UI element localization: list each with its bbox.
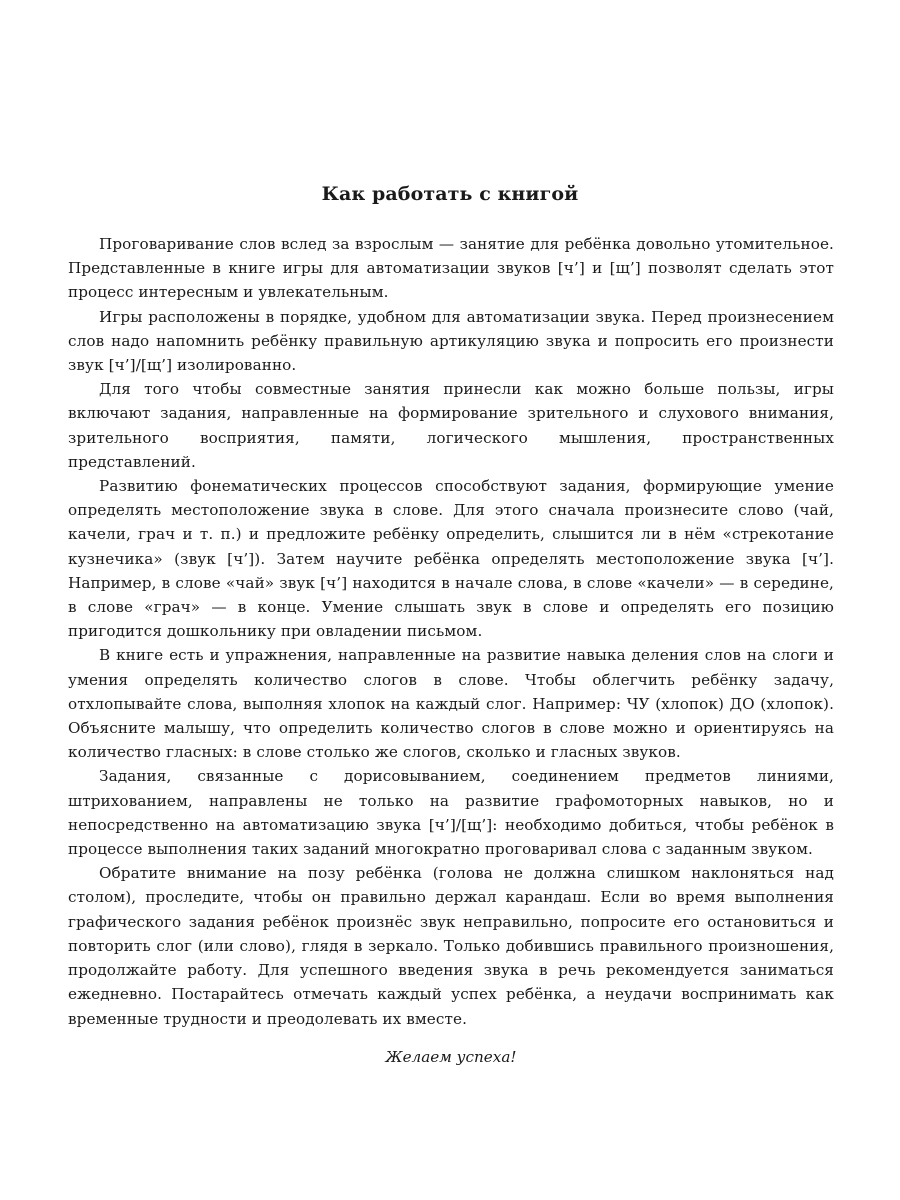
paragraph-7: Обратите внимание на позу ребёнка (голова не должна слишком наклоняться над столом), проследите, чтобы он правильно держал карандаш. Если во время выполнения графического задания ребёнок произнёс звук неправильно, попросите его остановиться и повторить слог (или слово), глядя в зеркало. Только добившись правильного произношения, продолжайте работу. Для успешного введения звука в речь рекомендуется заниматься ежедневно. Постарайтесь отмечать каждый успех ребёнка, а неудачи воспринимать как временные трудности и преодолевать их вместе.	[68, 864, 834, 1028]
body-text	[68, 232, 834, 1069]
paragraph-4: Развитию фонематических процессов способствуют задания, формирующие умение определять местоположение звука в слове. Для этого сначала произнесите слово (чай, качели, грач и т. п.) и предложите ребёнку определить, слышится ли в нём «стрекотание кузнечика» (звук [ч’]). Затем научите ребёнка определять местоположение звука [ч’]. Например, в слове «чай» звук [ч’] находится в начале слова, в слове «качели» — в середине, в слове «грач» — в конце. Умение слышать звук в слове и определять его позицию пригодится дошкольнику при овладении письмом.	[68, 477, 834, 641]
closing-wish: Желаем успеха!	[385, 1047, 517, 1066]
page-title: Как работать с книгой	[321, 183, 579, 205]
paragraph-1: Проговаривание слов вслед за взрослым — занятие для ребёнка довольно утомительное. Представленные в книге игры для автоматизации звуков [ч’] и [щ’] позволят сделать этот процесс интересным и увлекательным.	[68, 235, 834, 302]
paragraph-2: Игры расположены в порядке, удобном для автоматизации звука. Перед произнесением слов надо напомнить ребёнку правильную артикуляцию звука и попросить его произнести звук [ч’]/[щ’] изолированно.	[68, 307, 834, 375]
paragraph-6: Задания, связанные с дорисовыванием, соединением предметов линиями, штрихованием, направлены не только на развитие графомоторных навыков, но и непосредственно на автоматизацию звука [ч’]/[щ’]: необходимо добиться, чтобы ребёнок в процессе выполнения таких заданий многократно проговаривал слова с заданным звуком.	[68, 767, 834, 859]
paragraph-5: В книге есть и упражнения, направленные на развитие навыка деления слов на слоги и умения определять количество слогов в слове. Чтобы облегчить ребёнку задачу, отхлопывайте слова, выполняя хлопок на каждый слог. Например: ЧУ (хлопок) ДО (хлопок). Объясните малышу, что определить количество слогов в слове можно и ориентируясь на количество гласных: в слове столько же слогов, сколько и гласных звуков.	[68, 646, 834, 762]
paragraph-3: Для того чтобы совместные занятия принесли как можно больше пользы, игры включают задания, направленные на формирование зрительного и слухового внимания, зрительного восприятия, памяти, логического мышления, пространственных представлений.	[68, 380, 834, 471]
